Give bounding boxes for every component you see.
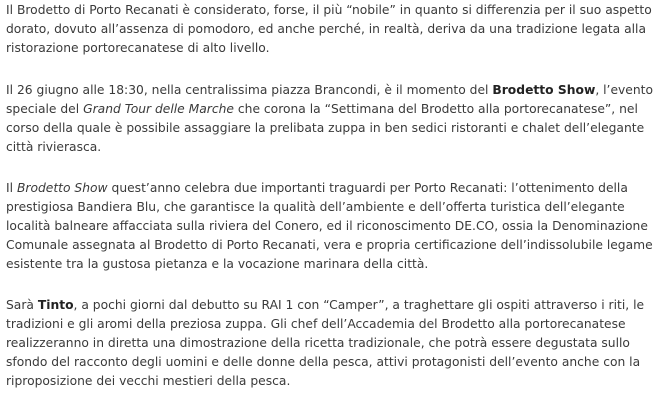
text-line: esistente tra la gustosa pietanza e la vocazione marinara della città. xyxy=(6,257,429,271)
paragraph-event-announcement xyxy=(6,81,653,157)
text-run: , a pochi giorni dal debutto su RAI 1 con “Camper”, a traghettare gli ospiti attraverso i riti, le xyxy=(73,298,645,312)
text-run: Sarà xyxy=(6,298,38,312)
italic-event-name: Brodetto Show xyxy=(16,181,108,195)
text-line: città rivierasca. xyxy=(6,140,102,154)
bold-event-name: Brodetto Show xyxy=(492,83,596,97)
bold-host-name: Tinto xyxy=(37,298,74,312)
text-line xyxy=(6,81,653,100)
text-line: Il Brodetto di Porto Recanati è considerato, forse, il più “nobile” in quanto si differenzia per il suo aspetto xyxy=(6,3,652,17)
paragraph-host-tinto xyxy=(6,296,645,391)
text-line: prestigiosa Bandiera Blu, che garantisce la qualità dell’ambiente e dell’offerta turistica dell’elegante xyxy=(6,200,625,214)
text-line: corso della quale è possibile assaggiare la prelibata zuppa in ben sedici ristoranti e chalet dell’elegante xyxy=(6,121,645,135)
text-line: sfondo del racconto degli uomini e delle donne della pesca, attivi protagonisti dell’evento anche con la xyxy=(6,355,641,369)
text-line xyxy=(6,179,628,198)
text-run: quest’anno celebra due importanti traguardi per Porto Recanati: l’ottenimento della xyxy=(107,181,628,195)
italic-tour-name: Grand Tour delle Marche xyxy=(83,102,234,116)
text-line: riproposizione dei vecchi mestieri della pesca. xyxy=(6,374,291,388)
text-line: dorato, dovuto all’assenza di pomodoro, ed anche perché, in realtà, deriva da una tradizione legata alla xyxy=(6,22,647,36)
text-run: Il xyxy=(6,181,17,195)
text-line: ristorazione portorecanatese di alto livello. xyxy=(6,41,270,55)
text-line: realizzeranno in diretta una dimostrazione della ricetta tradizionale, che potrà essere degustata sullo xyxy=(6,336,630,350)
text-line: località balneare affacciata sulla riviera del Conero, ed il riconoscimento DE.CO, ossia la Denominazione xyxy=(6,219,648,233)
text-run: che corona la “Settimana del Brodetto alla portorecanatese”, nel xyxy=(233,102,638,116)
text-run: Il 26 giugno alle 18:30, nella centralissima piazza Brancondi, è il momento del xyxy=(6,83,493,97)
paragraph-milestones xyxy=(6,179,653,274)
text-run: speciale del xyxy=(6,102,84,116)
text-run: , l’evento xyxy=(595,83,653,97)
text-line xyxy=(6,296,645,315)
text-line: Comunale assegnata al Brodetto di Porto Recanati, vera e propria certificazione dell’indissolubile legame xyxy=(6,238,653,252)
paragraph-brodetto-intro xyxy=(6,1,652,58)
text-line xyxy=(6,100,638,119)
text-line: tradizioni e gli aromi della preziosa zuppa. Gli chef dell’Accademia del Brodetto alla portorecanatese xyxy=(6,317,626,331)
